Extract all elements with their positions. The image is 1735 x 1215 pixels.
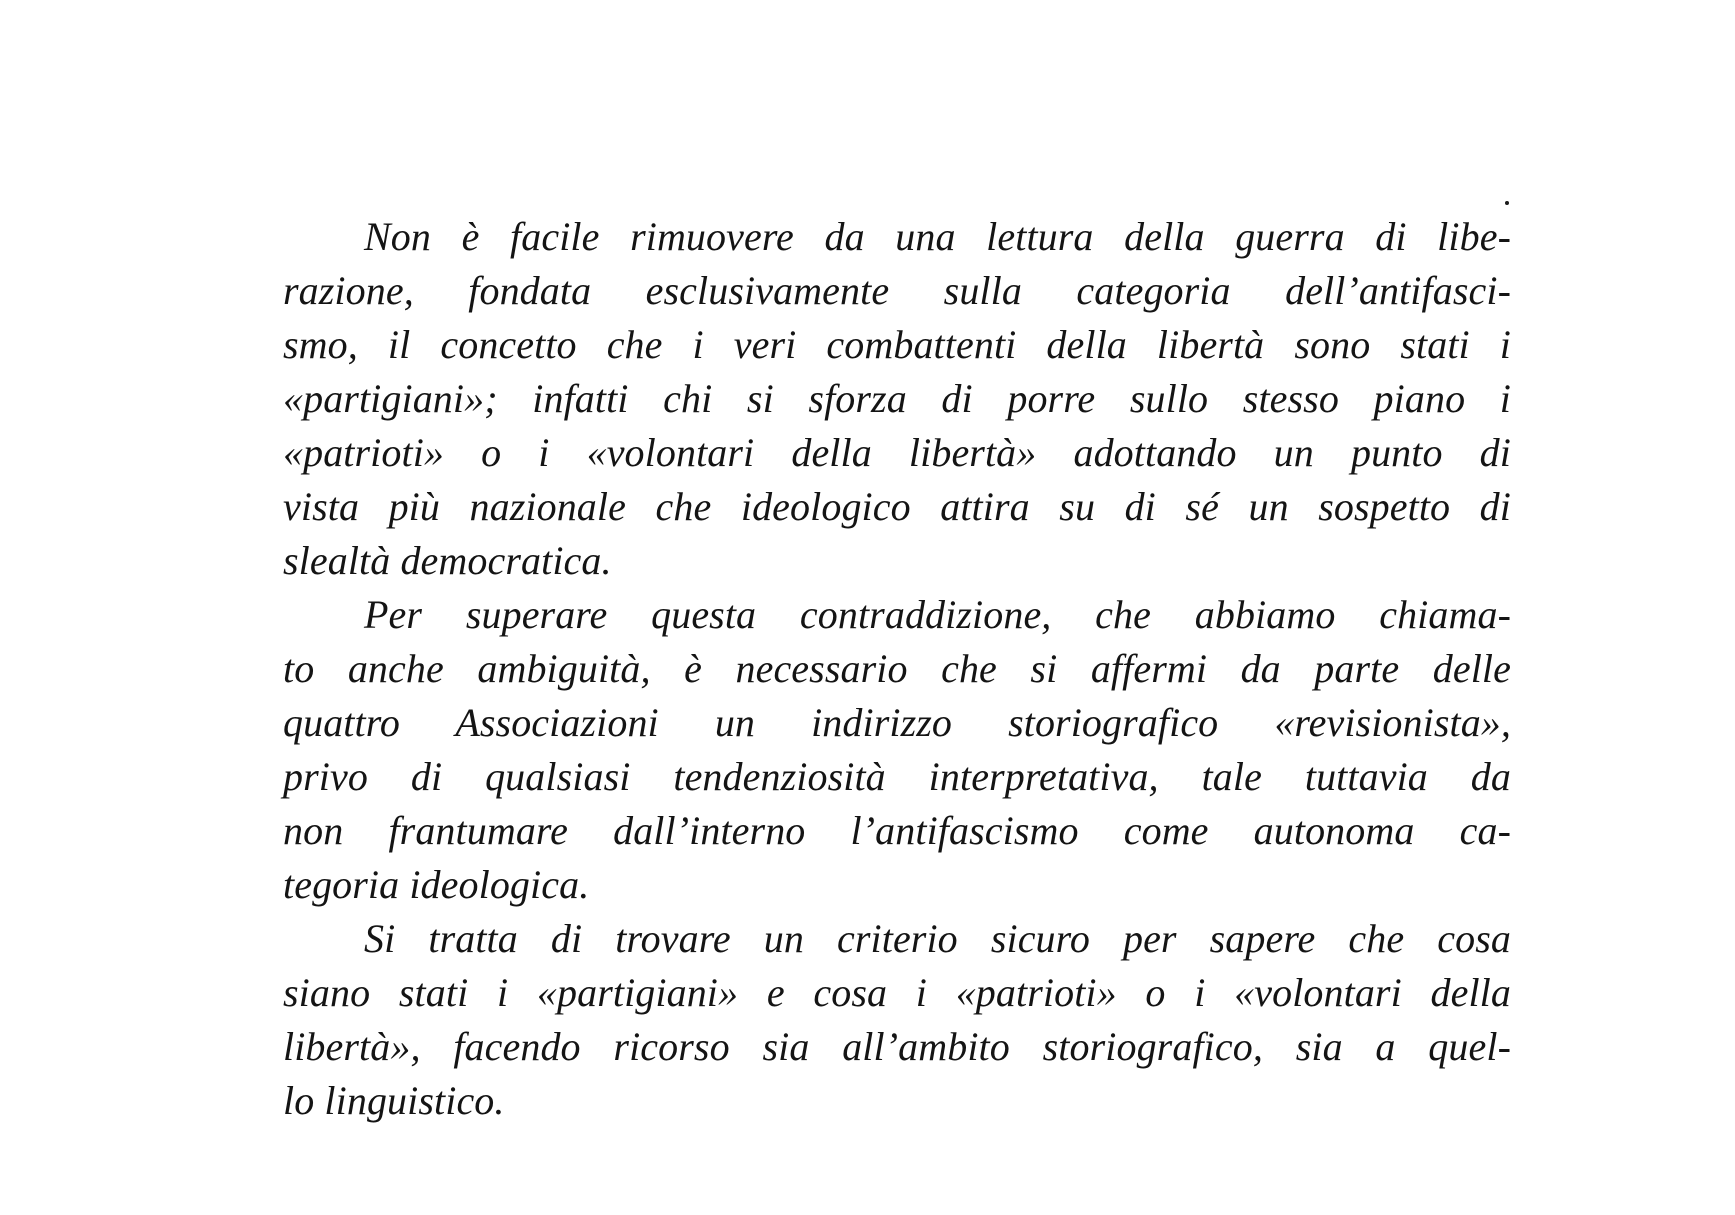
- text-line: libertà», facendo ricorso sia all’ambito storiografico, sia a quel-: [283, 1024, 1511, 1069]
- text-line: tegoria ideologica.: [283, 862, 590, 907]
- text-line: lo linguistico.: [283, 1078, 505, 1123]
- text-line: vista più nazionale che ideologico attira su di sé un sospetto di: [283, 484, 1511, 529]
- text-line: Per superare questa contraddizione, che abbiamo chiama-: [364, 592, 1511, 637]
- text-line: slealtà democratica.: [283, 538, 612, 583]
- print-speck: [1505, 201, 1509, 205]
- text-line: siano stati i «partigiani» e cosa i «patrioti» o i «volontari della: [283, 970, 1511, 1015]
- text-line: «patrioti» o i «volontari della libertà» adottando un punto di: [283, 430, 1511, 475]
- text-line: smo, il concetto che i veri combattenti della libertà sono stati i: [283, 322, 1511, 367]
- text-line: Si tratta di trovare un criterio sicuro per sapere che cosa: [364, 916, 1511, 961]
- text-line: quattro Associazioni un indirizzo storiografico «revisionista»,: [283, 700, 1511, 745]
- text-line: razione, fondata esclusivamente sulla categoria dell’antifasci-: [283, 268, 1511, 313]
- body-text: [283, 210, 1511, 1128]
- text-line: to anche ambiguità, è necessario che si affermi da parte delle: [283, 646, 1511, 691]
- text-line: non frantumare dall’interno l’antifascismo come autonoma ca-: [283, 808, 1511, 853]
- text-line: Non è facile rimuovere da una lettura della guerra di libe-: [364, 214, 1511, 259]
- text-line: «partigiani»; infatti chi si sforza di porre sullo stesso piano i: [283, 376, 1511, 421]
- text-line: privo di qualsiasi tendenziosità interpretativa, tale tuttavia da: [283, 754, 1511, 799]
